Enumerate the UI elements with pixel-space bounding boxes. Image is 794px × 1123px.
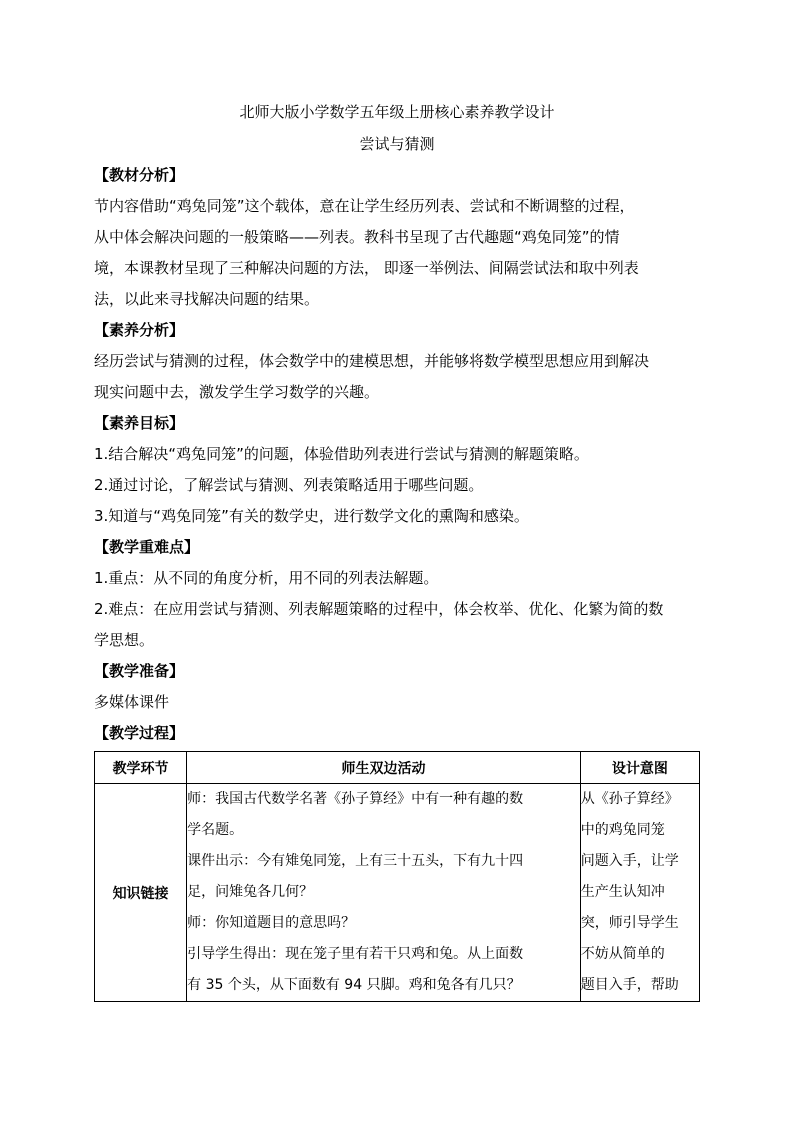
paragraph-line: 经历尝试与猜测的过程，体会数学中的建模思想，并能够将数学模型思想应用到解决 bbox=[94, 352, 650, 370]
header-intent: 设计意图 bbox=[580, 752, 699, 784]
section-heading-preparation: 【教学准备】 bbox=[94, 662, 185, 680]
key-point-item: 1.重点：从不同的角度分析，用不同的列表法解题。 bbox=[94, 569, 439, 587]
header-stage: 教学环节 bbox=[95, 752, 187, 784]
goal-item: 1.结合解决“鸡兔同笼”的问题，体验借助列表进行尝试与猜测的解题策略。 bbox=[94, 445, 589, 463]
activity-line: 课件出示：今有雉兔同笼，上有三十五头，下有九十四 bbox=[187, 853, 524, 869]
paragraph-line: 节内容借助“鸡兔同笼”这个载体，意在让学生经历列表、尝试和不断调整的过程， bbox=[94, 197, 635, 215]
intent-line: 问题入手，让学 bbox=[580, 853, 679, 869]
activity-line: 师：你知道题目的意思吗？ bbox=[187, 915, 356, 931]
paragraph-line: 从中体会解决问题的一般策略——列表。教科书呈现了古代趣题“鸡兔同笼”的情 bbox=[94, 228, 620, 246]
section-heading-literacy-goals: 【素养目标】 bbox=[94, 414, 185, 432]
document-body bbox=[94, 160, 706, 749]
section-heading-textbook-analysis: 【教材分析】 bbox=[94, 166, 185, 184]
intent-line: 从《孙子算经》 bbox=[580, 791, 679, 807]
key-point-item: 2.难点：在应用尝试与猜测、列表解题策略的过程中，体会枚举、优化、化繁为简的数 bbox=[94, 600, 664, 618]
stage-cell: 知识链接 bbox=[95, 784, 187, 1002]
section-heading-literacy-analysis: 【素养分析】 bbox=[94, 321, 185, 339]
preparation-item: 多媒体课件 bbox=[94, 693, 170, 711]
table-header-row bbox=[95, 752, 700, 784]
paragraph-line: 境，本课教材呈现了三种解决问题的方法， 即逐一举例法、间隔尝试法和取中列表 bbox=[94, 259, 639, 277]
table-row bbox=[95, 784, 700, 1002]
paragraph-line: 法，以此来寻找解决问题的结果。 bbox=[94, 290, 320, 308]
activity-line: 师：我国古代数学名著《孙子算经》中有一种有趣的数 bbox=[187, 791, 524, 807]
goal-item: 2.通过讨论，了解尝试与猜测、列表策略适用于哪些问题。 bbox=[94, 476, 484, 494]
lesson-title: 尝试与猜测 bbox=[359, 135, 435, 153]
goal-item: 3.知道与“鸡兔同笼”有关的数学史，进行数学文化的熏陶和感染。 bbox=[94, 507, 529, 525]
intent-line: 生产生认知冲 bbox=[580, 884, 665, 900]
activity-line: 有 35 个头，从下面数有 94 只脚。鸡和兔各有几只？ bbox=[187, 977, 521, 993]
intent-line: 中的鸡兔同笼 bbox=[580, 822, 665, 838]
intent-line: 突，师引导学生 bbox=[580, 915, 679, 931]
teaching-process-table bbox=[94, 751, 700, 1002]
intent-line: 不妨从简单的 bbox=[580, 946, 665, 962]
intent-cell bbox=[580, 784, 699, 1002]
activity-line: 引导学生得出：现在笼子里有若干只鸡和兔。从上面数 bbox=[187, 946, 524, 962]
activity-line: 学名题。 bbox=[187, 822, 244, 838]
header-activity: 师生双边活动 bbox=[187, 752, 581, 784]
section-heading-key-points: 【教学重难点】 bbox=[94, 538, 200, 556]
key-point-item: 学思想。 bbox=[94, 631, 155, 649]
section-heading-process: 【教学过程】 bbox=[94, 724, 185, 742]
activity-cell bbox=[187, 784, 581, 1002]
paragraph-line: 现实问题中去，激发学生学习数学的兴趣。 bbox=[94, 383, 380, 401]
intent-line: 题目入手，帮助 bbox=[580, 977, 679, 993]
document-title: 北师大版小学数学五年级上册核心素养教学设计 bbox=[239, 103, 555, 121]
activity-line: 足，问雉兔各几何？ bbox=[187, 884, 314, 900]
